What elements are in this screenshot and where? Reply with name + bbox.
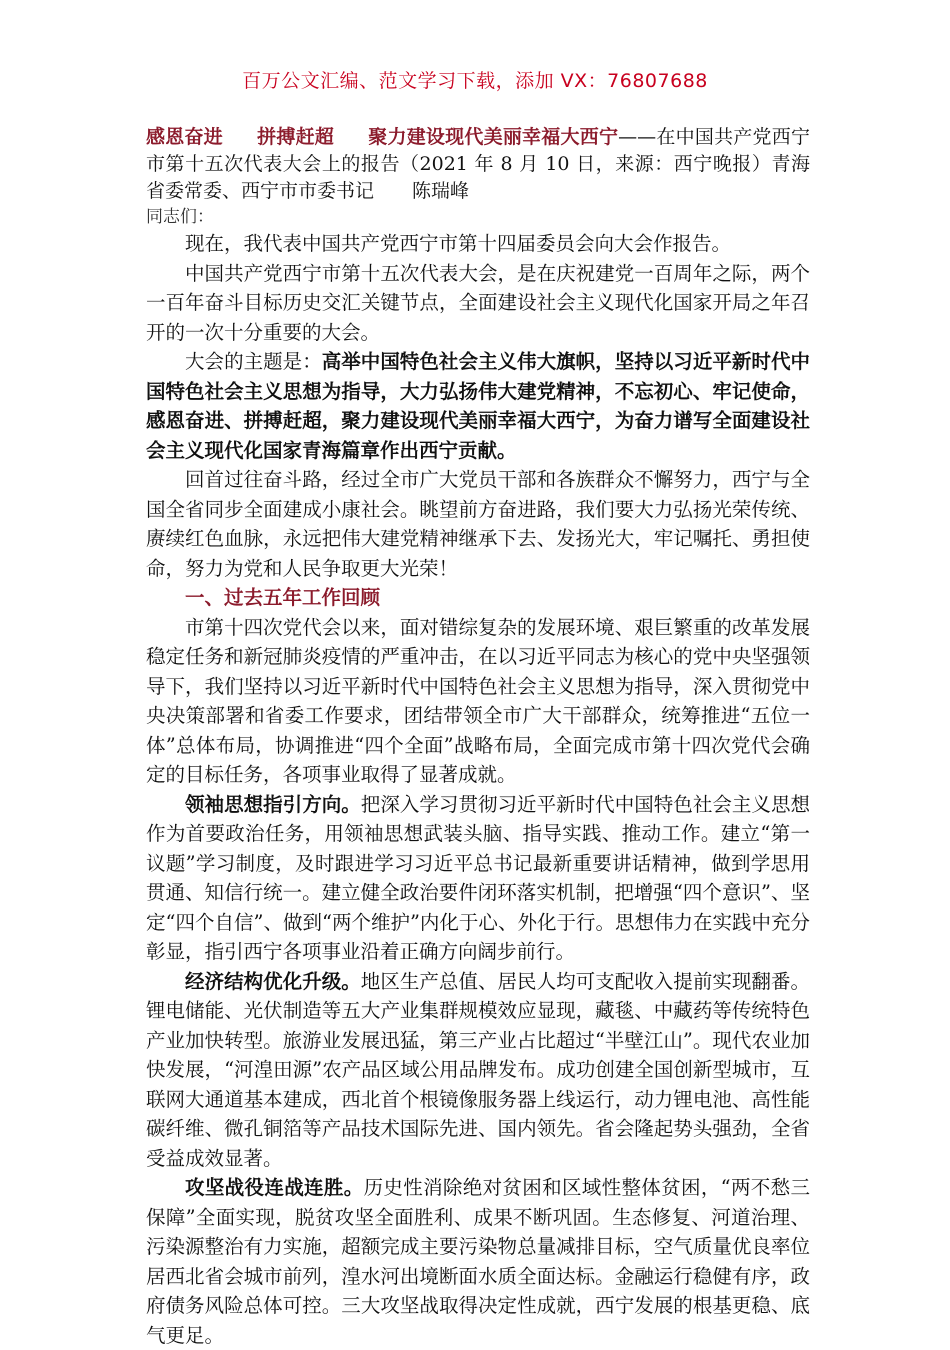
paragraph-5: 市第十四次党代会以来，面对错综复杂的发展环境、艰巨繁重的改革发展稳定任务和新冠肺炎疫情的严重冲击，在以习近平同志为核心的党中央坚强领导下，我们坚持以习近平新时代中国特色社会主义思想为指导，深入贯彻党中央决策部署和省委工作要求，团结带领全市广大干部群众，统筹推进“五位一体”总体布局，协调推进“四个全面”战略布局，全面完成市第十四次党代会确定的目标任务，各项事业取得了显著成就。 (146, 615, 810, 786)
salutation: 同志们： (146, 207, 214, 227)
report-title (146, 124, 810, 205)
theme-lead: 大会的主题是： (185, 350, 322, 373)
report-subtitle: ——在中国共产党西宁市第十五次代表大会上的报告（2021 年 8 月 10 日，来源：西宁晚报）青海省委常委、西宁市市委书记 陈瑞峰 (146, 126, 810, 202)
title-part-2: 拼搏赶超 (256, 126, 335, 148)
section-heading-1: 一、过去五年工作回顾 (185, 586, 381, 609)
paragraph-7-lead: 经济结构优化升级。 (185, 969, 361, 993)
paragraph-2: 中国共产党西宁市第十五次代表大会，是在庆祝建党一百周年之际，两个一百年奋斗目标历史交汇关键节点，全面建设社会主义现代化国家开局之年召开的一次十分重要的大会。 (146, 261, 810, 344)
title-part-3: 聚力建设现代美丽幸福大西宁 (368, 126, 619, 148)
title-part-1: 感恩奋进 (146, 126, 223, 148)
paragraph-8-lead: 攻坚战役连战连胜。 (185, 1176, 364, 1199)
document-body (146, 124, 810, 1350)
theme-statement: 高举中国特色社会主义伟大旗帜，坚持以习近平新时代中国特色社会主义思想为指导，大力弘扬伟大建党精神，不忘初心、牢记使命，感恩奋进、拼搏赶超，聚力建设现代美丽幸福大西宁，为奋力谱写全面建设社会主义现代化国家青海篇章作出西宁贡献。 (146, 350, 810, 462)
paragraph-6-text: 把深入学习贯彻习近平新时代中国特色社会主义思想作为首要政治任务，用领袖思想武装头脑、指导实践、推动工作。建立“第一议题”学习制度，及时跟进学习习近平总书记最新重要讲话精神，做到学思用贯通、知信行统一。建立健全政治要件闭环落实机制，把增强“四个意识”、坚定“四个自信”、做到“两个维护”内化于心、外化于行。思想伟力在实践中充分彰显，指引西宁各项事业沿着正确方向阔步前行。 (146, 792, 810, 963)
paragraph-8 (146, 1173, 810, 1350)
paragraph-7-text: 地区生产总值、居民人均可支配收入提前实现翻番。锂电储能、光伏制造等五大产业集群规模效应显现，藏毯、中藏药等传统特色产业加快转型。旅游业发展迅猛，第三产业占比超过“半壁江山”。现代农业加快发展，“河湟田源”农产品区域公用品牌发布。成功创建全国创新型城市，互联网大通道基本建成，西北首个根镜像服务器上线运行，动力锂电池、高性能碳纤维、微孔铜箔等产品技术国际先进、国内领先。省会隆起势头强劲，全省受益成效显著。 (146, 969, 810, 1170)
paragraph-8-text: 历史性消除绝对贫困和区域性整体贫困，“两不愁三保障”全面实现，脱贫攻坚全面胜利、成果不断巩固。生态修复、河道治理、污染源整治有力实施，超额完成主要污染物总量减排目标，空气质量优良率位居西北省会城市前列，湟水河出境断面水质全面达标。金融运行稳健有序，政府债务风险总体可控。三大攻坚战取得决定性成就，西宁发展的根基更稳、底气更足。 (146, 1176, 810, 1347)
paragraph-6 (146, 790, 810, 967)
paragraph-1: 现在，我代表中国共产党西宁市第十四届委员会向大会作报告。 (185, 232, 732, 255)
paragraph-6-lead: 领袖思想指引方向。 (185, 792, 361, 816)
paragraph-3 (146, 347, 810, 465)
paragraph-4: 回首过往奋斗路，经过全市广大党员干部和各族群众不懈努力，西宁与全国全省同步全面建成小康社会。眺望前方奋进路，我们要大力弘扬光荣传统、赓续红色血脉，永远把伟大建党精神继承下去、发扬光大，牢记嘱托、勇担使命，努力为党和人民争取更大光荣！ (146, 468, 810, 580)
download-banner: 百万公文汇编、范文学习下载，添加 VX：76807688 (242, 70, 708, 92)
paragraph-7 (146, 967, 810, 1174)
